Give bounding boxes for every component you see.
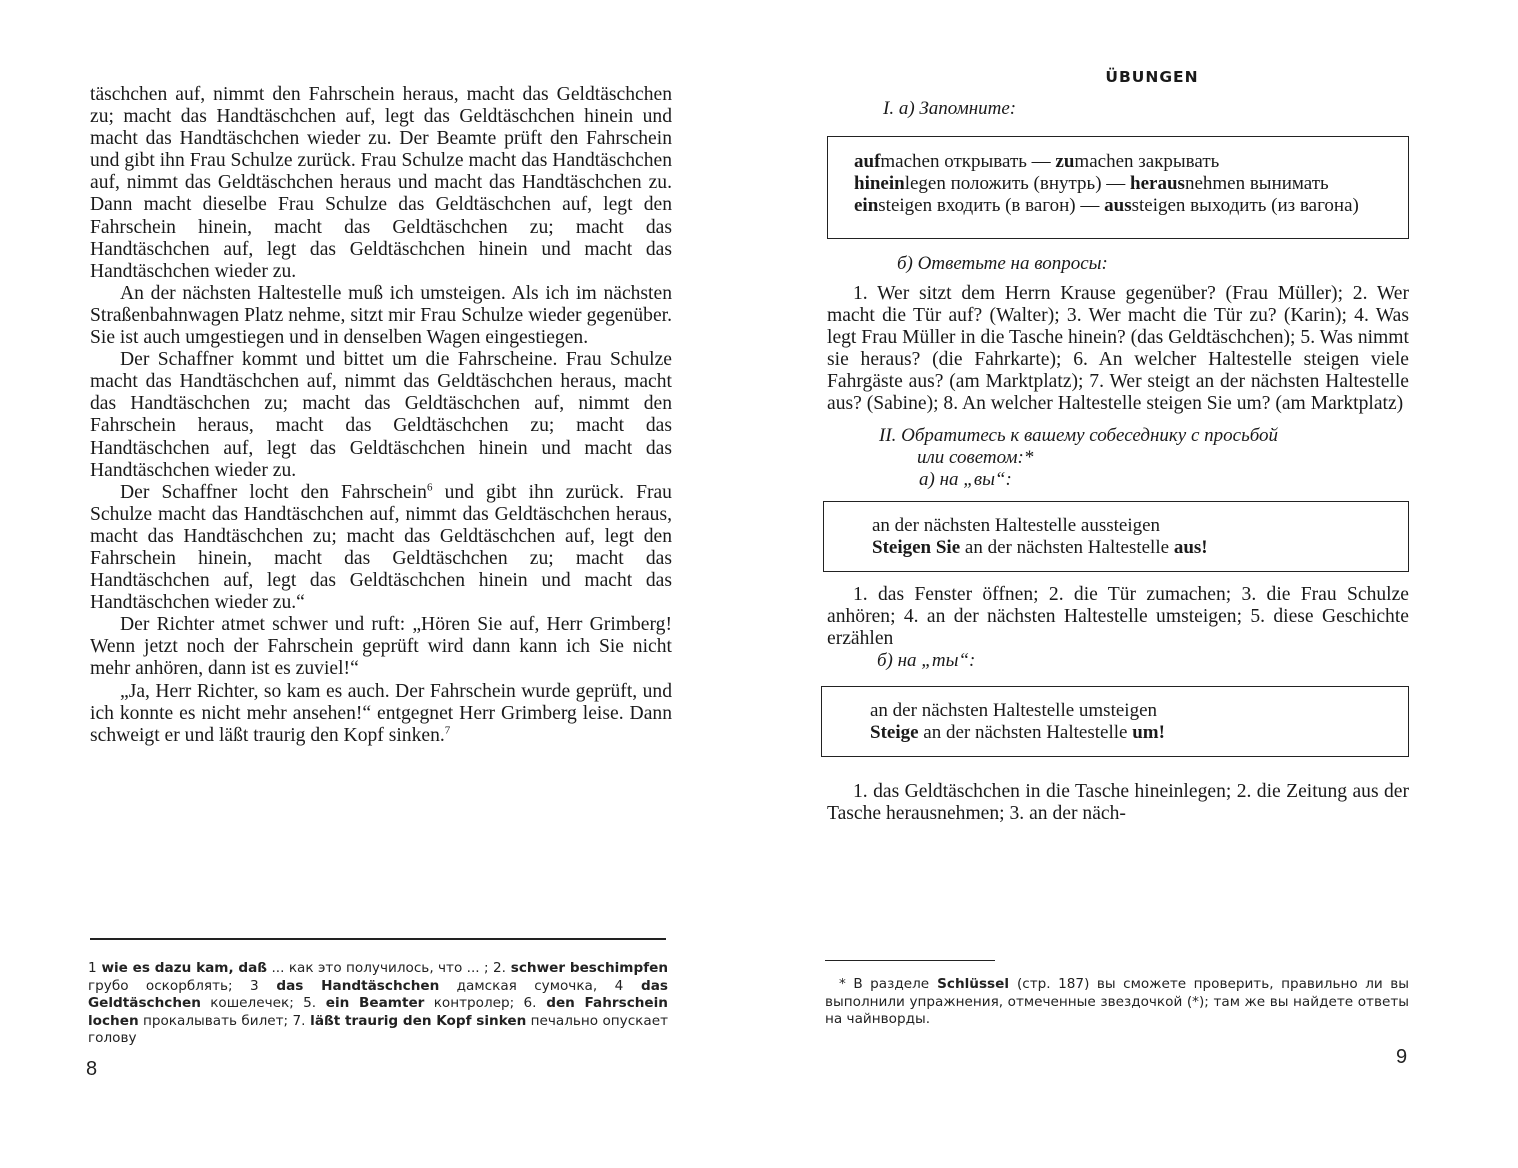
vocab-line xyxy=(854,151,1402,173)
example-box xyxy=(823,501,1409,572)
fn-term: das Handtäschchen xyxy=(258,977,440,994)
fn-term: schwer beschimpfen xyxy=(505,960,669,976)
fn-number: 6. xyxy=(523,995,537,1012)
fn-gloss: печально опускает голову xyxy=(88,1012,668,1047)
right-footnote xyxy=(825,976,1409,1029)
paragraph: An der nächsten Haltestelle muß ich umsteigen. Als ich im nächsten Straßenbahnwagen Platz nehme, sitzt mir Frau Schulze wieder gegenüber. Sie ist auch umgestiegen und in denselben Wagen eingestiegen. xyxy=(90,282,672,349)
exercise-items: 1. das Fenster öffnen; 2. die Tür zumachen; 3. die Frau Schulze anhören; 4. an der nächsten Haltestelle umsteigen; 5. diese Geschichte erzählen xyxy=(827,584,1409,650)
fn-gloss: грубо оскорблять; xyxy=(88,977,250,994)
example-line xyxy=(872,537,1398,559)
fn-number: 4 xyxy=(614,977,624,994)
example-line: an der nächsten Haltestelle aussteigen xyxy=(872,514,1161,536)
vocab-prefix: hinein xyxy=(854,173,905,195)
paragraph xyxy=(90,482,672,615)
fn-term: ein Beamter xyxy=(316,995,425,1012)
exercise-sublabel: а) на „вы“: xyxy=(919,468,1012,490)
footnote-divider xyxy=(90,938,666,940)
fn-number: 2. xyxy=(492,960,506,976)
example-bold: Steige xyxy=(870,722,919,744)
questions-text: 1. Wer sitzt dem Herrn Krause gegenüber? (Frau Müller); 2. Wer macht die Tür auf? (Walter); 3. Wer macht die Tür zu? (Karin); 4. Was legt Frau Müller in die Tasche hinein? (das Geldtäschchen); 5. Was nimmt sie heraus? (die Fahrkarte); 6. An welcher Haltestelle steigen viele Fahrgäste aus? (am Marktplatz); 7. Wer steigt an der nächsten Haltestelle aus? (Sabine); 8. An welcher Haltestelle steigen Sie um? (am Marktplatz) xyxy=(827,282,1409,414)
fn-term: Schlüssel xyxy=(929,976,1017,992)
fn-gloss: дамская сумочка, xyxy=(439,977,615,994)
exercise-label: II. Обратитесь к вашему собеседнику с просьбой xyxy=(879,424,1279,446)
footnote-ref: 7 xyxy=(444,724,451,737)
fn-gloss: контролер; xyxy=(424,995,524,1012)
paragraph-text: „Ja, Herr Richter, so kam es auch. Der Fahrschein wurde geprüft, und ich konnte es nicht mehr ansehen!“ entgegnet Herr Grimberg leise. Dann schweigt er und läßt traurig den Kopf sinken. xyxy=(90,680,672,746)
paragraph-text: und gibt ihn zurück. Frau Schulze macht das Handtäschchen auf, nimmt das Geldtäschchen heraus, macht das Handtäschchen zu; macht das Geldtäschchen auf, legt den Fahrschein hinein, macht das Geldtäschchen zu; macht das Handtäschchen auf, legt das Geldtäschchen hinein und macht das Handtäschchen wieder zu.“ xyxy=(90,481,672,614)
example-line: an der nächsten Haltestelle umsteigen xyxy=(870,700,1158,722)
page-number: 8 xyxy=(86,1058,98,1080)
example-text: an der nächsten Haltestelle xyxy=(960,536,1174,558)
vocab-text: machen открывать — xyxy=(880,151,1056,172)
fn-term: läßt traurig den Kopf sinken xyxy=(305,1012,527,1029)
exercise-label: или советом:* xyxy=(917,446,1034,468)
left-footnotes xyxy=(88,960,668,1048)
example-bold: aus! xyxy=(1173,536,1208,558)
example-line xyxy=(870,722,1398,744)
vocab-text: steigen выходить (из вагона) xyxy=(1131,195,1359,217)
right-page xyxy=(759,0,1518,1168)
paragraph: Der Schaffner kommt und bittet um die Fahrscheine. Frau Schulze macht das Handtäschchen auf, nimmt das Geldtäschchen heraus, macht das Handtäschchen zu; macht das Geldtäschchen auf, nimmt den Fahrschein heraus, macht das Geldtäschchen zu; macht das Handtäschchen auf, legt das Geldtäschchen hinein und macht das Handtäschchen wieder zu. xyxy=(90,349,672,481)
vocab-prefix: aus xyxy=(1104,195,1132,217)
section-heading: ÜBUNGEN xyxy=(1105,68,1199,86)
vocab-text: nehmen вынимать xyxy=(1184,173,1329,195)
example-text: an der nächsten Haltestelle xyxy=(918,722,1133,744)
example-box xyxy=(821,686,1409,757)
fn-text: * В разделе xyxy=(839,976,930,992)
fn-gloss: кошелечек; xyxy=(200,995,304,1012)
paragraph: täschchen auf, nimmt den Fahrschein heraus, macht das Geldtäschchen zu; macht das Handtäschchen auf, legt das Geldtäschchen hinein und macht das Handtäschchen wieder zu. Der Beamte prüft den Fahrschein und gibt ihn Frau Schulze zurück. Frau Schulze macht das Handtäschchen auf, nimmt das Geldtäschchen heraus und macht das Handtäschchen zu. Dann macht dieselbe Frau Schulze das Geldtäschchen auf, legt den Fahrschein hinein, macht das Geldtäschchen zu; macht das Handtäschchen auf, legt das Geldtäschchen hinein und macht das Handtäschchen wieder zu. xyxy=(90,84,672,282)
paragraph: Der Richter atmet schwer und ruft: „Hören Sie auf, Herr Grimberg! Wenn jetzt noch der Fahrschein geprüft wird dann kann ich Sie nicht mehr anhören, dann ist es zuviel!“ xyxy=(90,614,672,680)
exercise-label: I. а) Запомните: xyxy=(883,98,1017,119)
example-bold: um! xyxy=(1132,722,1165,744)
fn-number: 3 xyxy=(249,977,259,994)
page-number: 9 xyxy=(1396,1046,1408,1068)
left-body-text xyxy=(90,84,672,747)
exercise-label: б) Ответьте на вопросы: xyxy=(897,252,1108,274)
example-bold: Steigen Sie xyxy=(872,536,961,558)
vocab-line xyxy=(854,173,1402,195)
fn-term: wie es dazu kam, daß xyxy=(96,960,268,976)
right-column xyxy=(827,68,1409,825)
vocab-text: legen положить (внутрь) — xyxy=(904,173,1131,195)
vocab-prefix: zu xyxy=(1055,151,1075,172)
vocab-prefix: auf xyxy=(854,151,881,172)
vocab-text: steigen входить (в вагон) — xyxy=(878,195,1105,217)
paragraph-text: Der Schaffner locht den Fahrschein xyxy=(120,481,427,503)
vocab-line xyxy=(854,195,1402,217)
fn-text: (стр. 187) вы сможете проверить, правильно ли вы выполнили упражнения, отмеченные звездочкой (*); там же вы найдете ответы на чайнворды. xyxy=(825,976,1409,1028)
vocab-box xyxy=(827,136,1409,239)
fn-number: 7. xyxy=(292,1012,306,1029)
fn-number: 5. xyxy=(303,995,317,1012)
fn-number: 1 xyxy=(88,960,97,976)
footnote-divider xyxy=(825,960,995,961)
paragraph xyxy=(90,681,672,747)
fn-gloss: прокалывать билет; xyxy=(138,1012,293,1029)
vocab-prefix: ein xyxy=(854,195,879,217)
footnote-ref: 6 xyxy=(426,481,433,494)
vocab-text: machen закрывать xyxy=(1074,151,1220,172)
fn-term: das Geldtäschchen xyxy=(88,977,668,1012)
fn-term: den Fahrschein lochen xyxy=(88,995,668,1029)
exercise-sublabel: б) на „ты“: xyxy=(877,650,976,672)
fn-gloss: ... как это получилось, что ... ; xyxy=(267,960,493,976)
exercise-items: 1. das Geldtäschchen in die Tasche hineinlegen; 2. die Zeitung aus der Tasche herausnehmen; 3. an der näch- xyxy=(827,781,1409,825)
vocab-prefix: heraus xyxy=(1130,173,1185,195)
